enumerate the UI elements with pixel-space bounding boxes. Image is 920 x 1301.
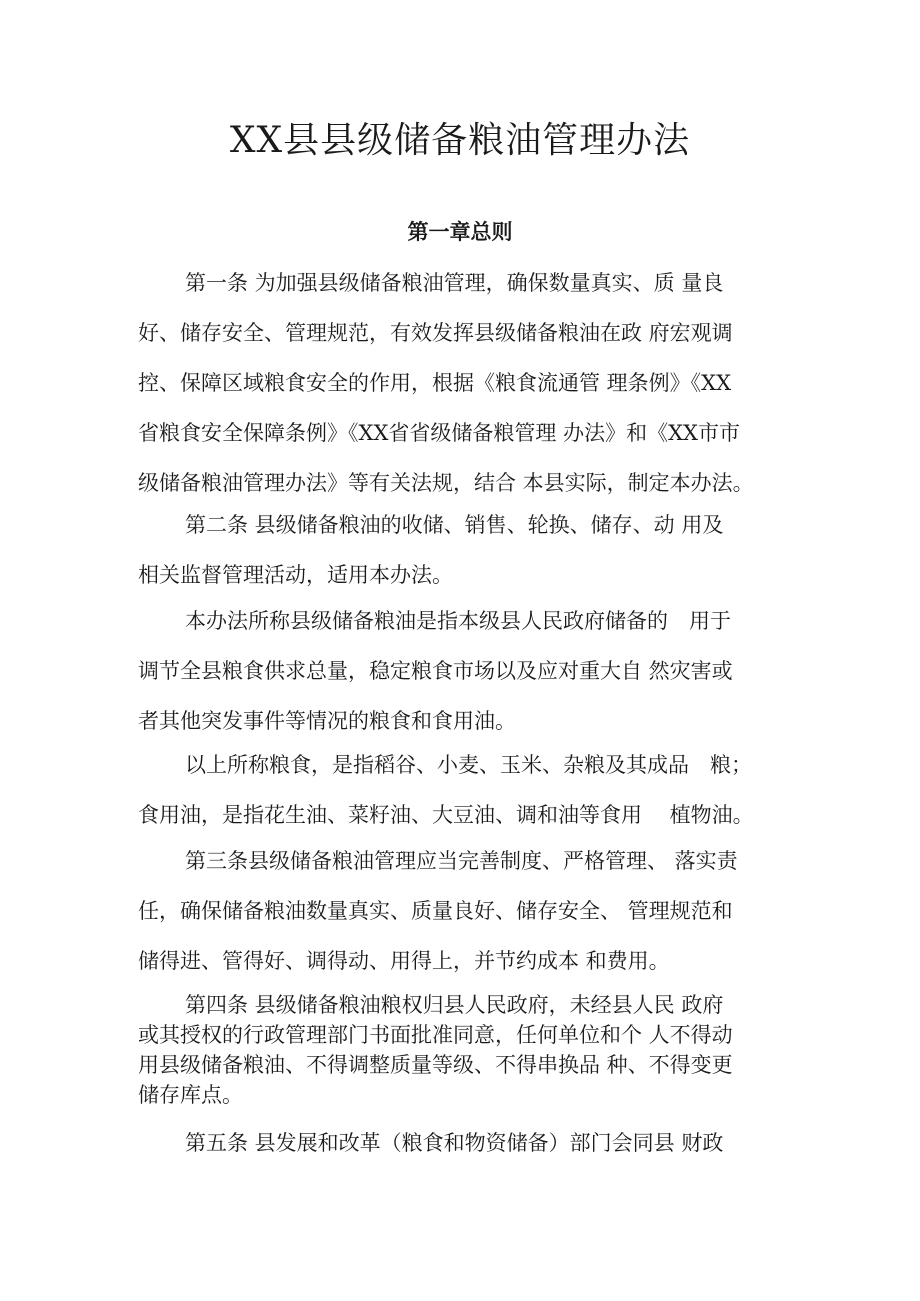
paragraph-line: 级储备粮油管理办法》等有关法规，结合 本县实际，制定本办法。 bbox=[138, 471, 754, 495]
paragraph-line: 控、保障区域粮食安全的作用，根据《粮食流通管 理条例》《XX bbox=[138, 371, 732, 395]
paragraph-line: 者其他突发事件等情况的粮食和食用油。 bbox=[138, 709, 516, 733]
paragraph-line: 第五条 县发展和改革（粮食和物资储备）部门会同县 财政 bbox=[185, 1131, 724, 1155]
paragraph-definition bbox=[138, 596, 788, 746]
paragraph-line: 以上所称粮食，是指稻谷、小麦、玉米、杂粮及其成品 粮； bbox=[185, 753, 752, 777]
paragraph-line: 省粮食安全保障条例》《XX省省级储备粮管理 办法》和《XX市市 bbox=[138, 421, 740, 445]
paragraph-line: 第四条 县级储备粮油粮权归县人民政府，未经县人民 政府 bbox=[185, 993, 724, 1017]
paragraph-article-1 bbox=[138, 258, 788, 508]
paragraph-line: 储存库点。 bbox=[138, 1083, 243, 1107]
paragraph-article-4 bbox=[138, 990, 788, 1110]
paragraph-line: 第一条 为加强县级储备粮油管理，确保数量真实、质 量良 bbox=[185, 271, 724, 295]
paragraph-line: 储得进、管得好、调得动、用得上，并节约成本 和费用。 bbox=[138, 949, 670, 973]
paragraph-line: 第二条 县级储备粮油的收储、销售、轮换、储存、动 用及 bbox=[185, 513, 724, 537]
paragraph-line: 任，确保储备粮油数量真实、质量良好、储存安全、 管理规范和 bbox=[138, 899, 733, 923]
paragraph-line: 用县级储备粮油、不得调整质量等级、不得串换品 种、不得变更 bbox=[138, 1053, 733, 1077]
paragraph-line: 本办法所称县级储备粮油是指本级县人民政府储备的 用于 bbox=[185, 609, 731, 633]
paragraph-grain-oil bbox=[138, 740, 788, 840]
document-title: XX县县级储备粮油管理办法 bbox=[229, 120, 691, 161]
paragraph-line: 相关监督管理活动，适用本办法。 bbox=[138, 563, 453, 587]
paragraph-line: 或其授权的行政管理部门书面批准同意，任何单位和个 人不得动 bbox=[138, 1023, 733, 1047]
paragraph-line: 调节全县粮食供求总量，稳定粮食市场以及应对重大自 然灾害或 bbox=[138, 659, 733, 683]
chapter-heading: 第一章总则 bbox=[407, 220, 513, 244]
paragraph-line: 食用油，是指花生油、菜籽油、大豆油、调和油等食用 植物油。 bbox=[138, 803, 754, 827]
paragraph-line: 第三条县级储备粮油管理应当完善制度、严格管理、 落实责 bbox=[185, 849, 738, 873]
paragraph-article-2 bbox=[138, 500, 788, 600]
paragraph-article-3 bbox=[138, 836, 788, 986]
paragraph-line: 好、储存安全、管理规范，有效发挥县级储备粮油在政 府宏观调 bbox=[138, 321, 733, 345]
paragraph-article-5 bbox=[138, 1118, 788, 1168]
